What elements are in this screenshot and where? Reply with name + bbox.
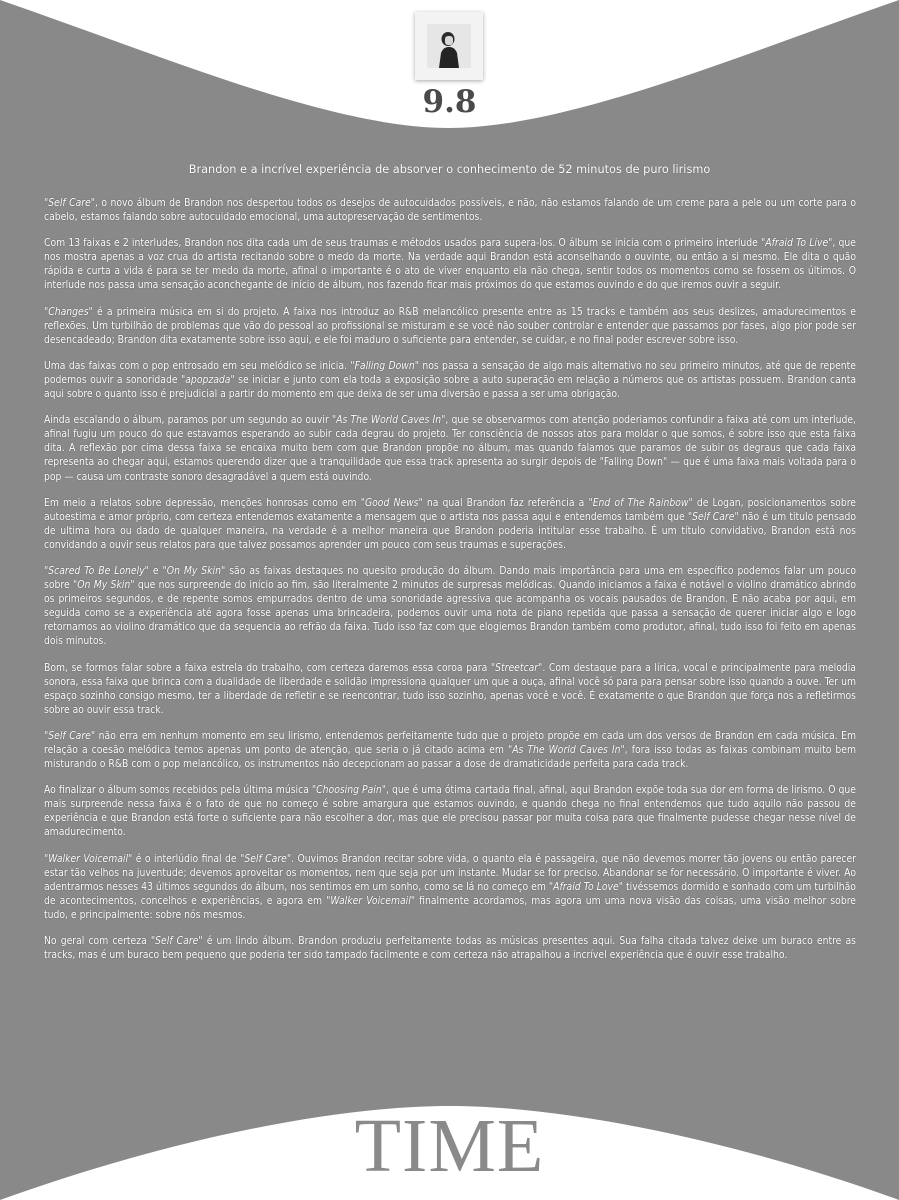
album-cover-frame[interactable] (415, 12, 483, 80)
track-title: "Self Care" (687, 510, 739, 523)
paragraph-text: não é um titulo pensado de ultima hora ou dado de qualquer maneira, na verdade é a melhor maneira que Brandon poderia intitular esse trabalho. É um título convidativo, Brandon está nos convidando a ouvir seus relatos para que talvez possamos aprender um pouco com seus traumas e superações. (44, 510, 857, 551)
track-title: "Good News" (360, 496, 423, 509)
article-paragraph (44, 413, 856, 483)
track-title: "End of The Rainbow" (588, 496, 693, 509)
time-logo[interactable]: TIME (354, 1104, 545, 1188)
paragraph-text: finalmente acordamos, mas agora um uma nova visão das coisas, uma visão melhor sobre tudo, e principalmente: sobre nós mesmos. (44, 894, 856, 921)
track-title: "Self Care" (44, 197, 96, 209)
paragraph-text: que nos surpreende do início ao fim, são literalmente 2 minutos de surpresas melódicas. Quando iniciamos a faixa é notável o violino dramático abrindo os primeiros segundos, e de repente somos empurrados dentro de uma sonoridade agressiva que acompanha os vocais pausados de Brandon. E não acaba por aqui, em seguida como se a experiência até agora fosse apenas uma brincadeira, podemos ouvir uma nota de piano repetida que passa a sensação de querer iniciar algo e logo retornamos ao violino dramático que da sequencia ao refrão da faixa. Tudo isso faz com que elogiemos Brandon também como produtor, afinal, tudo isso foi feito em apenas dois minutos. (44, 579, 856, 648)
article-paragraph (44, 564, 856, 649)
album-cover-icon (427, 24, 471, 68)
track-title: "Walker Voicemail" (44, 852, 133, 865)
paragraph-text: Bom, se formos falar sobre a faixa estrela do trabalho, com certeza daremos essa coroa para (44, 661, 491, 674)
paragraph-text: Em meio a relatos sobre depressão, menções honrosas como em (44, 496, 361, 509)
paragraph-text: , que é uma ótima cartada final, afinal, aqui Brandon expõe toda sua dor em forma de lirismo. O que mais surpreende nessa faixa é o fato de que no começo é sobre amargura que estamos ouvindo, e quando chega no final entendemos que tudo aquilo não passou de experiência e que Brandon está forte o suficiente para não escolher a dor, mas que ele precisou passar por muita coisa para que finalmente pudesse chegar nesse nível de amadurecimento. (44, 784, 857, 839)
article-paragraph (44, 496, 856, 552)
article-paragraph (44, 783, 856, 839)
article-paragraph (44, 661, 856, 717)
article-paragraph (44, 934, 856, 962)
track-title: "apopzada" (181, 373, 235, 386)
album-cover-portrait (427, 24, 471, 68)
paragraph-text: tivéssemos dormido e sonhado com um turbilhão de acontecimentos, concelhos e experiências, e agora em (44, 880, 856, 907)
paragraph-text: não erra em nenhum momento em seu lirismo, entendemos perfeitamente tudo que o projeto propõe em cada um dos versos de Brandon em cada música. Em relação a coesão melódica temos apenas um ponto de atenção, que seria o já citado acima em (44, 729, 857, 756)
paragraph-text: , que nos mostra apenas a voz crua do artista recitando sobre o medo da morte. Na verdade aqui Brandon está aconselhando o ouvinte, ou então a si mesmo. Ele dita o quão rápida e curta a vida é para se ter medo da morte, afinal o importante é o ato de viver enquanto ela não chega, sentir todos os momentos como se fossem os últimos. O interlude nos passa uma sensação aconchegante de início de álbum, nos fazendo ficar mais próximos do que estamos ouvindo e do que iremos ouvir a seguir. (44, 237, 856, 292)
article-headline: Brandon e a incrível experiência de absorver o conhecimento de 52 minutos de puro lirismo (188, 163, 711, 176)
article-body (44, 196, 856, 974)
paragraph-text: nos passa a sensação de algo mais alternativo no seu primeiro minutos, até que de repente podemos ouvir a sonoridade (44, 359, 856, 386)
track-title: "As The World Caves In" (507, 744, 625, 756)
review-score: 9.8 (422, 84, 477, 120)
track-title: "As The World Caves In" (331, 414, 446, 427)
track-title: "Streetcar" (490, 661, 543, 674)
track-title: "Choosing Pain" (311, 784, 387, 797)
article-paragraph (44, 729, 856, 771)
paragraph-text: No geral com certeza (44, 935, 151, 948)
article-paragraph (44, 196, 856, 224)
article-paragraph (44, 852, 856, 922)
track-title: "Self Care" (44, 729, 96, 742)
paragraph-text: na qual Brandon faz referência a (422, 496, 589, 509)
track-title: "On My Skin" (162, 564, 226, 577)
track-title: "Falling Down" (350, 359, 419, 372)
paragraph-text: de Logan, posicionamentos sobre autoestima e amor próprio, com certeza entendemos exatamente a mensagem que o artista nos passa aqui e entendemos também que (44, 496, 856, 523)
paragraph-text: Ao finalizar o álbum somos recebidos pela última música (44, 784, 312, 797)
article-paragraph (44, 359, 856, 401)
paragraph-text: é um lindo álbum. Brandon produziu perfeitamente todas as músicas presentes aqui. Sua falha citada talvez deixe um buraco entre as tracks, mas é um buraco bem pequeno que poderia ter sido tampado facilmente e com certeza não atrapalhou a incrível experiência que é ouvir esse trabalho. (44, 935, 856, 962)
paragraph-text: , fora isso todas as faixas combinam muito bem misturando o R&B com o pop melancólico, os instrumentos não decepcionam ao passar a dose de dramaticidade perfeita para cada track. (44, 744, 857, 771)
paragraph-text: é a primeira música em si do projeto. A faixa nos introduz ao R&B melancólico presente entre as 15 tracks e também aos seus deslizes, amadurecimentos e reflexões. Um turbilhão de problemas que vão do pessoal ao profissional se misturam e se você não souber controlar e entender que passamos por fases, algo pior pode ser desencadeado; Brandon dita exatamente sobre isso aqui, e ele foi maduro o suficiente para entender, se cuidar, e no final poder escrever sobre isso. (44, 305, 856, 346)
paragraph-text: . Ouvimos Brandon recitar sobre vida, o quanto ela é passageira, que não devemos morrer tão jovens ou então parecer estar tão velhos na juventude; devemos aproveitar os momentos, nem que seja por um instante. Mudar se for preciso. Abandonar se for necessário. O importante é viver. Ao adentrarmos nesses 43 últimos segundos do álbum, nos sentimos em um sonho, como se lá no começo em (44, 852, 857, 893)
paragraph-text: Com 13 faixas e 2 interludes, Brandon nos dita cada um de seus traumas e métodos usados para supera-los. O álbum se inicia com o primeiro interlude (44, 237, 762, 250)
track-title: "Self Care" (240, 852, 292, 865)
paragraph-text: , o novo álbum de Brandon nos despertou todos os desejos de autocuidados possíveis, e não, não estamos falando de um creme para a pele ou um corte para o cabelo, estamos falando sobre autocuidado emocional, uma autopreservação de sentimentos. (44, 197, 856, 224)
article-paragraph (44, 236, 856, 292)
track-title: "On My Skin" (73, 579, 135, 592)
paragraph-text: são as faixas destaques no quesito produção do álbum. Dando mais importância para uma em específico podemos falar um pouco sobre (44, 564, 856, 592)
paragraph-text: Uma das faixas com o pop entrosado em seu melódico se inicia. (44, 359, 351, 372)
track-title: "Self Care" (150, 935, 203, 948)
paragraph-text: Ainda escalando o álbum, paramos por um segundo ao ouvir (44, 414, 332, 427)
track-title: "Afraid To Love" (548, 880, 623, 893)
paragraph-text: . Com destaque para a lírica, vocal e principalmente para melodia sonora, essa faixa que brinca com a dualidade de liberdade e solidão impressiona qualquer um que a ouça, afinal você só para para pensar sobre isso quando a ouve. Ter um espaço sozinho consigo mesmo, ter a liberdade de refletir e se reencontrar, tudo isso sozinho, apenas você e você. É exatamente o que Brandon que força nos a refletirmos sobre ao ouvir essa track. (44, 661, 856, 716)
track-title: "Changes" (44, 305, 93, 318)
track-title: "Walker Voicemail" (326, 894, 416, 907)
track-title: "Scared To Be Lonely" (44, 564, 149, 577)
paragraph-text: é o interlúdio final de (132, 852, 241, 865)
paragraph-text: , que se observarmos com atenção poderiamos confundir a faixa até com um interlude, afinal fugiu um pouco do que estavamos esperando ao subir cada degrau do projeto. Ter consciência de nossos atos para moldar o que somos, é sobre isso que esta faixa dita. A reflexão por cima dessa faixa se encaixa muito bem com que Brandon propõe no álbum, mas quando falamos que paramos de subir os degraus que cada faixa representa ao chegar aqui, estamos querendo dizer que a tranquilidade que essa track apresenta ao surgir depois de "Falling Down" — que é uma faixa mais voltada para o pop — causa um contraste sonoro desagradável a quem está ouvindo. (44, 414, 856, 483)
paragraph-text: se iniciar e junto com ela toda a exposição sobre a auto superação em relação a números que os artistas possuem. Brandon canta aqui sobre o quanto isso é prejudicial a partir do momento em que deixa de ser uma diversão e passa a ser uma obrigação. (44, 373, 856, 401)
article-paragraph (44, 305, 856, 347)
track-title: "Afraid To Live" (761, 237, 833, 250)
paragraph-text: e (148, 564, 163, 577)
